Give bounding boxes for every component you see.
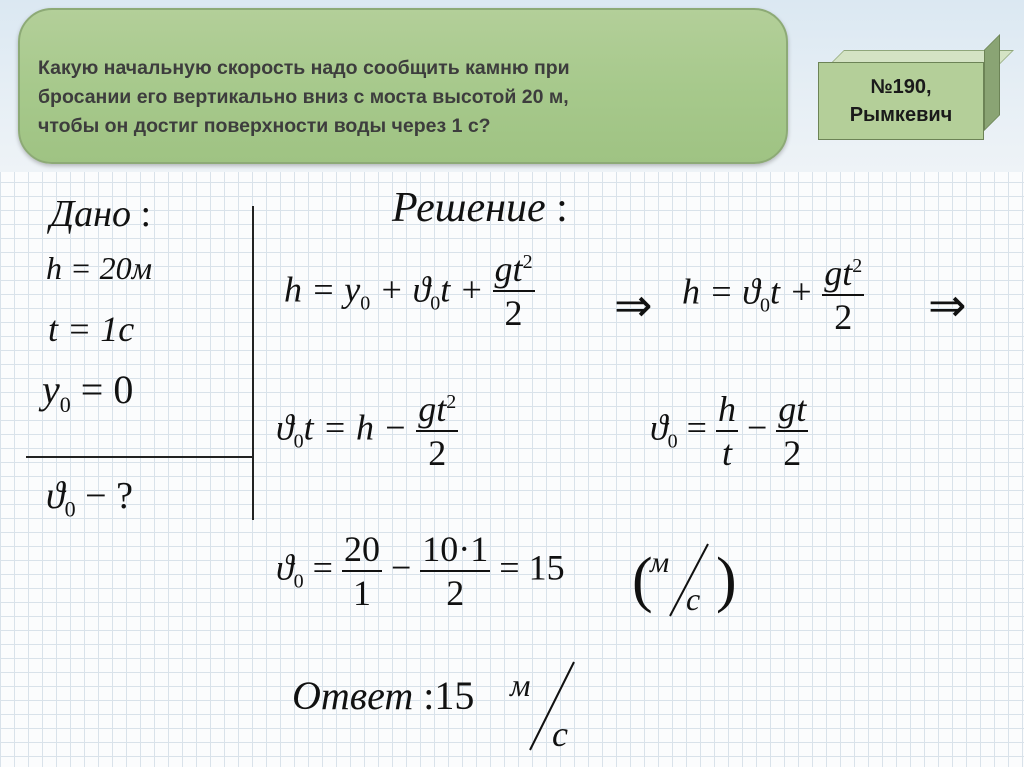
given-y0: $y_0 = 0$ [42, 367, 134, 417]
problem-line-1: Какую начальную скорость надо сообщить камню при [38, 57, 570, 79]
svg-text:м: м [510, 667, 531, 703]
given-vertical-divider [252, 206, 254, 520]
implies-arrow-1: ⇒ [614, 280, 653, 331]
problem-statement [38, 54, 778, 141]
problem-line-3: чтобы он достиг поверхности воды через 1 с? [38, 115, 491, 137]
answer-unit [504, 654, 584, 754]
problem-line-2: бросании его вертикально вниз с моста высотой 20 м, [38, 86, 569, 108]
solution-title: Решение : [392, 185, 568, 231]
given-horizontal-divider [26, 456, 254, 458]
problem-reference-tag [818, 62, 984, 140]
problem-source: Рымкевич [849, 104, 953, 126]
svg-text:м: м [650, 546, 670, 579]
equation-3: $ϑ_0t = h$ − $\frac{gt^2}{2}$ [276, 389, 457, 473]
given-title: Дано : [50, 193, 152, 235]
svg-text:): ) [716, 546, 737, 614]
tag-block-side [984, 34, 1000, 131]
velocity-unit-result [630, 530, 740, 620]
equation-2: $h = ϑ_0t$ + $\frac{gt^2}{2}$ [682, 253, 863, 337]
answer-line: Ответ :15 [292, 673, 475, 718]
given-t: t = 1c [48, 309, 135, 349]
equation-1: $h = y_0 + ϑ_0t$ + $\frac{gt^2}{2}$ [284, 249, 533, 333]
equation-4: $ϑ_0$ = $\frac{h}{t}$ − $\frac{gt}{2}$ [650, 389, 807, 473]
implies-arrow-2: ⇒ [928, 280, 967, 331]
given-h: h = 20м [46, 250, 153, 286]
svg-text:c: c [686, 581, 701, 617]
given-unknown: $ϑ_0$ − ? [46, 475, 133, 522]
problem-number: №190, [870, 76, 932, 98]
svg-text:(: ( [632, 546, 653, 614]
equation-5: $ϑ_0$ = $\frac{20}{1}$ − $\frac{10\cdot 1}{2}$ = 15 [276, 529, 565, 613]
svg-text:c: c [552, 714, 568, 754]
